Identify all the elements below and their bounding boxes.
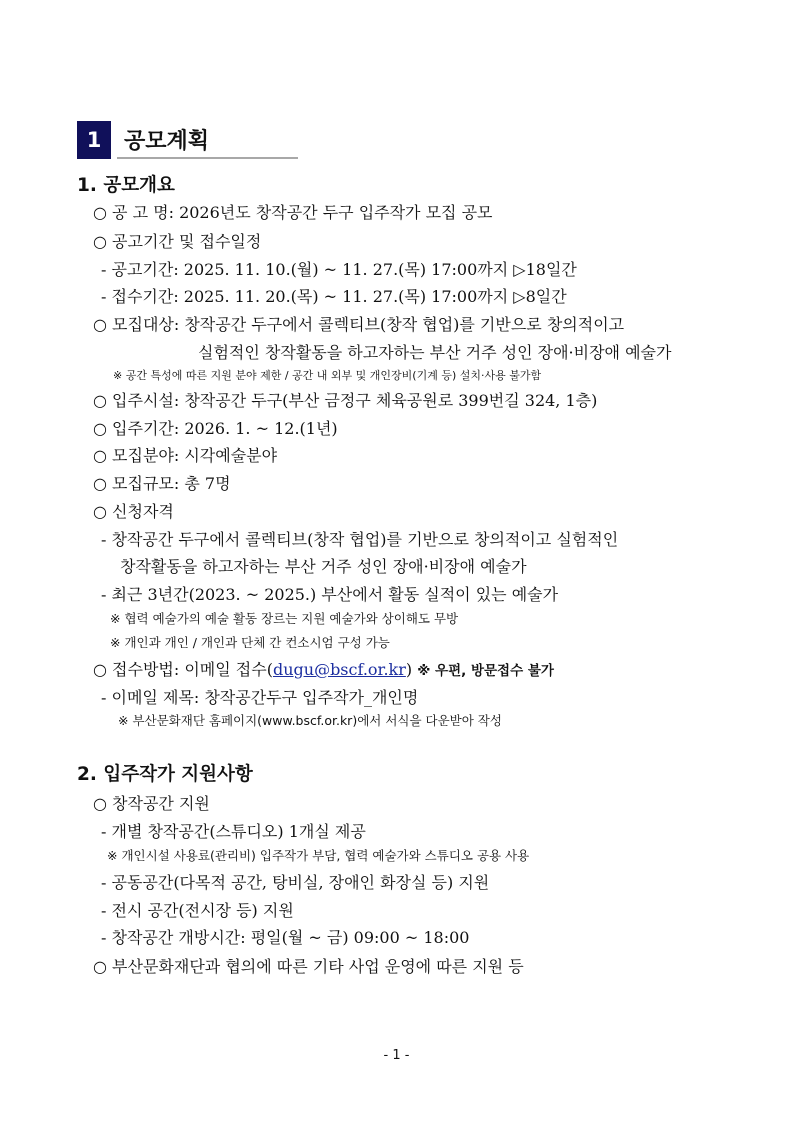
notice-title-line: ○ 공 고 명: 2026년도 창작공간 두구 입주작가 모집 공모 [93, 203, 493, 222]
qualification-note-2: ※ 개인과 개인 / 개인과 단체 간 컨소시엄 구성 가능 [110, 635, 390, 650]
method-line [93, 657, 554, 680]
support-item-2: - 공동공간(다목적 공간, 탕비실, 장애인 화장실 등) 지원 [101, 873, 490, 892]
qualification-note-1: ※ 협력 예술가의 예술 활동 장르는 지원 예술가와 상이해도 무방 [110, 611, 459, 626]
target-line-1: ○ 모집대상: 창작공간 두구에서 콜렉티브(창작 협업)를 기반으로 창의적이고 [93, 315, 625, 334]
method-prefix: ○ 접수방법: 이메일 접수( [93, 660, 273, 679]
support-etc: ○ 부산문화재단과 협의에 따른 기타 사업 운영에 따른 지원 등 [93, 957, 524, 976]
section-number-box: 1 [77, 121, 111, 159]
email-note: ※ 부산문화재단 홈페이지(www.bscf.or.kr)에서 서식을 다운받아 작성 [118, 713, 502, 728]
overview-heading: 1. 공모개요 [77, 175, 175, 196]
support-item-1-note: ※ 개인시설 사용료(관리비) 입주작가 부담, 협력 예술가와 스튜디오 공용 사용 [107, 848, 530, 863]
qualification-1a: - 창작공간 두구에서 콜렉티브(창작 협업)를 기반으로 창의적이고 실험적인 [101, 530, 619, 549]
qualification-2: - 최근 3년간(2023. ~ 2025.) 부산에서 활동 실적이 있는 예술가 [101, 585, 559, 604]
qualification-1b: 창작활동을 하고자하는 부산 거주 성인 장애·비장애 예술가 [120, 557, 527, 576]
email-subject-line: - 이메일 제목: 창작공간두구 입주작가_개인명 [101, 688, 419, 707]
target-note: ※ 공간 특성에 따른 지원 분야 제한 / 공간 내 외부 및 개인장비(기계 등) 설치·사용 불가함 [113, 369, 542, 382]
support-item-1: - 개별 창작공간(스튜디오) 1개실 제공 [101, 822, 366, 841]
support-item-3: - 전시 공간(전시장 등) 지원 [101, 901, 294, 920]
email-link[interactable]: dugu@bscf.or.kr [272, 660, 406, 679]
facility-line: ○ 입주시설: 창작공간 두구(부산 금정구 체육공원로 399번길 324, 1층) [93, 391, 598, 410]
qualification-heading: ○ 신청자격 [93, 502, 174, 521]
space-support-heading: ○ 창작공간 지원 [93, 794, 210, 813]
support-item-4: - 창작공간 개방시간: 평일(월 ~ 금) 09:00 ~ 18:00 [101, 928, 470, 947]
schedule-heading: ○ 공고기간 및 접수일정 [93, 232, 262, 251]
receipt-period: - 접수기간: 2025. 11. 20.(목) ~ 11. 27.(목) 17:00까지 ▷8일간 [101, 287, 567, 306]
target-line-2: 실험적인 창작활동을 하고자하는 부산 거주 성인 장애·비장애 예술가 [198, 343, 672, 362]
section-title: 공모계획 [124, 129, 210, 154]
field-line: ○ 모집분야: 시각예술분야 [93, 446, 278, 465]
notice-period: - 공고기간: 2025. 11. 10.(월) ~ 11. 27.(목) 17:00까지 ▷18일간 [101, 260, 577, 279]
page-number: - 1 - [383, 1048, 410, 1063]
method-warning: ※ 우편, 방문접수 불가 [417, 663, 554, 679]
period-line: ○ 입주기간: 2026. 1. ~ 12.(1년) [93, 419, 338, 438]
section-title-underline [117, 157, 298, 159]
method-suffix: ) [405, 660, 413, 679]
support-heading: 2. 입주작가 지원사항 [77, 764, 253, 785]
scale-line: ○ 모집규모: 총 7명 [93, 474, 231, 493]
